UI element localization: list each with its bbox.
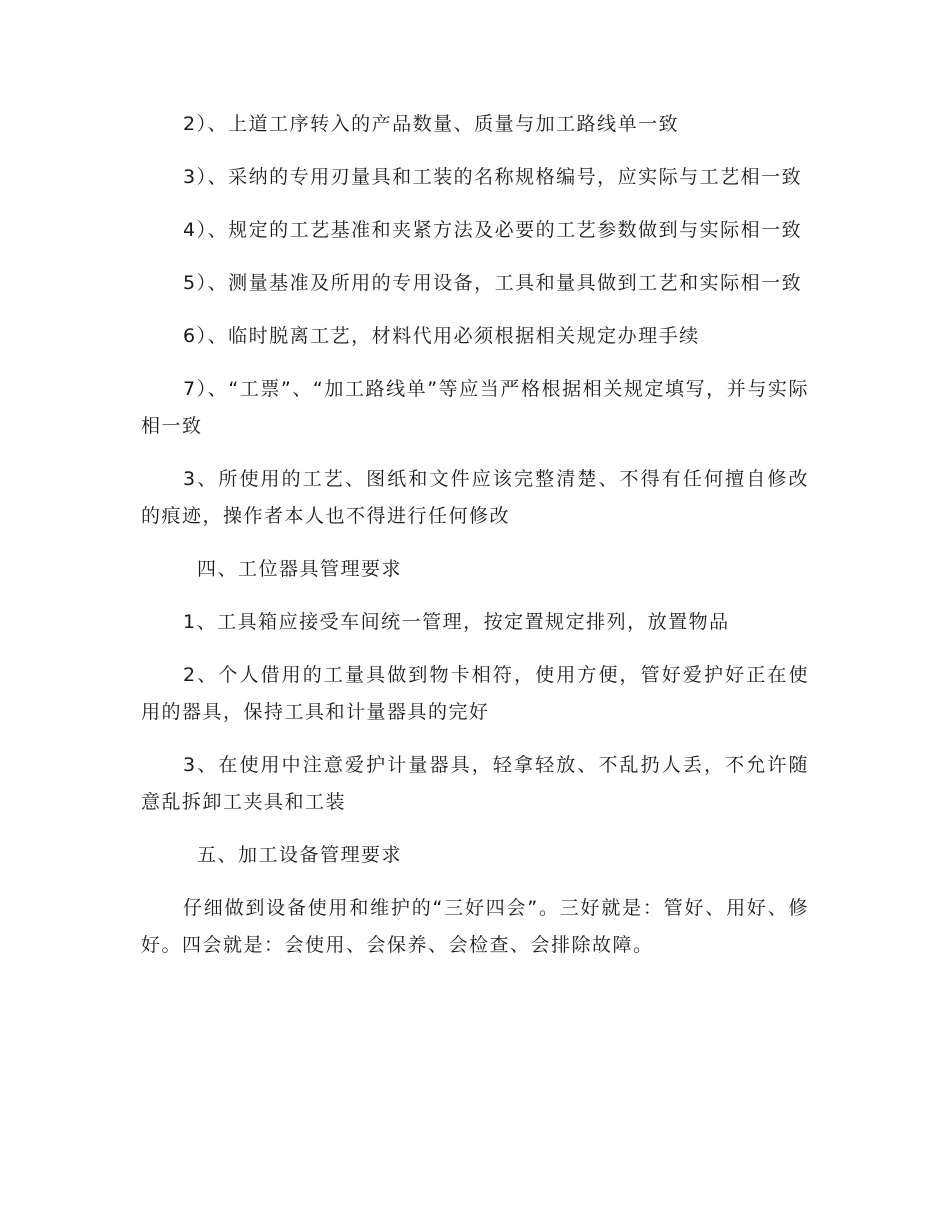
section-heading-4: 四、工位器具管理要求 xyxy=(197,558,403,580)
paragraph-tools-1: 1、工具箱应接受车间统一管理，按定置规定排列，放置物品 xyxy=(183,611,730,633)
paragraph-tools-3: 3、在使用中注意爱护计量器具，轻拿轻放、不乱扔人丢，不允许随意乱拆卸工夹具和工装 xyxy=(141,754,809,813)
paragraph-item-4: 4）、规定的工艺基准和夹紧方法及必要的工艺参数做到与实际相一致 xyxy=(183,219,803,241)
paragraph-item-5: 5）、测量基准及所用的专用设备，工具和量具做到工艺和实际相一致 xyxy=(183,272,803,294)
paragraph-section-3: 3、所使用的工艺、图纸和文件应该完整清楚、不得有任何擅自修改的痕迹，操作者本人也不得进行任何修改 xyxy=(141,468,809,527)
section-heading-5: 五、加工设备管理要求 xyxy=(197,844,403,866)
document-body xyxy=(141,106,809,980)
paragraph-item-7: 7）、“工票”、“加工路线单”等应当严格根据相关规定填写，并与实际相一致 xyxy=(141,378,809,437)
paragraph-item-3: 3）、采纳的专用刃量具和工装的名称规格编号，应实际与工艺相一致 xyxy=(183,166,803,188)
paragraph-equipment: 仔细做到设备使用和维护的“三好四会”。三好就是：管好、用好、修好。四会就是：会使用、会保养、会检查、会排除故障。 xyxy=(141,897,809,956)
paragraph-item-6: 6）、临时脱离工艺，材料代用必须根据相关规定办理手续 xyxy=(183,325,700,347)
paragraph-tools-2: 2、个人借用的工量具做到物卡相符，使用方便，管好爱护好正在使用的器具，保持工具和计量器具的完好 xyxy=(141,664,809,723)
paragraph-item-2: 2）、上道工序转入的产品数量、质量与加工路线单一致 xyxy=(183,113,680,135)
